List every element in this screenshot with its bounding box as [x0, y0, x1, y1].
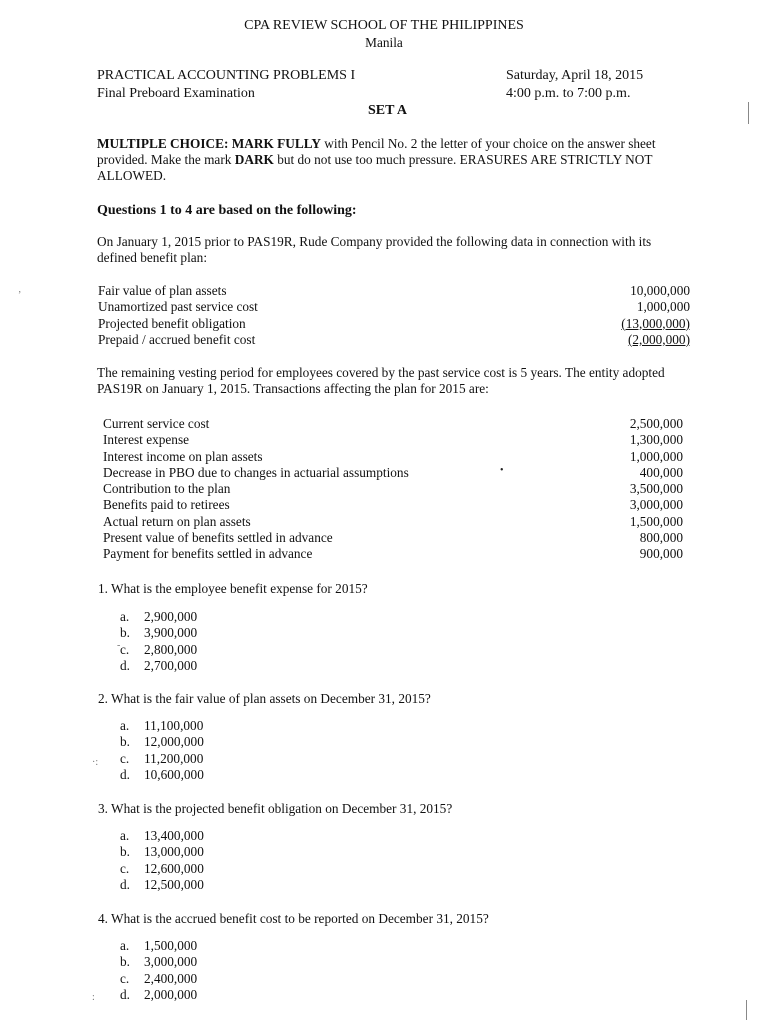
option-letter: c. — [120, 860, 130, 876]
question-3-options — [120, 828, 204, 894]
option-value: 2,800,000 — [144, 641, 198, 657]
instructions-text-1: with Pencil No. 2 the letter of your choice on the answer sheet provided. Make the mark — [97, 136, 656, 167]
row-amount: 1,000,000 — [636, 299, 690, 315]
option-c[interactable] — [120, 642, 197, 658]
scan-edge-line — [746, 1000, 747, 1020]
row-label: Interest expense — [103, 432, 190, 448]
option-value: 3,900,000 — [144, 625, 198, 641]
option-value: 3,000,000 — [144, 954, 198, 970]
row-amount: 10,000,000 — [630, 283, 690, 298]
option-letter: b. — [120, 844, 130, 860]
table-row — [103, 497, 683, 513]
option-letter: d. — [120, 658, 130, 674]
option-b[interactable] — [120, 844, 204, 860]
option-value: 2,900,000 — [144, 609, 198, 624]
row-label: Unamortized past service cost — [98, 299, 258, 315]
scan-speck: : — [92, 992, 95, 1003]
option-c[interactable] — [120, 861, 204, 877]
intro-paragraph: On January 1, 2015 prior to PAS19R, Rude Company provided the following data in connection with its defined benefit plan: — [97, 234, 652, 265]
option-a[interactable] — [120, 609, 197, 625]
option-letter: c. — [120, 970, 130, 986]
option-d[interactable] — [120, 987, 197, 1003]
scan-speck: ʼ — [18, 290, 22, 301]
table-row — [103, 449, 683, 465]
row-label: Prepaid / accrued benefit cost — [98, 331, 256, 347]
option-value: 12,000,000 — [144, 734, 204, 750]
option-b[interactable] — [120, 734, 204, 750]
table-row — [103, 530, 683, 546]
row-amount: (2,000,000) — [627, 331, 690, 347]
section-heading: Questions 1 to 4 are based on the following: — [97, 203, 357, 218]
option-letter: b. — [120, 734, 130, 750]
school-city: Manila — [365, 35, 403, 50]
row-label: Current service cost — [103, 416, 210, 431]
scan-speck: • — [500, 465, 504, 476]
exam-title: Final Preboard Examination — [97, 86, 255, 101]
instructions-lead: MULTIPLE CHOICE: MARK FULLY — [97, 136, 321, 151]
option-a[interactable] — [120, 938, 197, 954]
row-amount: 1,500,000 — [629, 513, 683, 529]
row-amount: 2,500,000 — [629, 416, 683, 431]
option-letter: a. — [120, 938, 130, 953]
question-1: 1. What is the employee benefit expense for 2015? — [98, 581, 368, 596]
table-row — [103, 465, 683, 481]
option-value: 12,500,000 — [144, 877, 204, 893]
option-letter: a. — [120, 828, 130, 843]
row-amount: 1,000,000 — [629, 448, 683, 464]
row-label: Contribution to the plan — [103, 481, 231, 497]
option-value: 1,500,000 — [144, 938, 198, 953]
option-value: 13,400,000 — [144, 828, 204, 843]
row-label: Projected benefit obligation — [98, 315, 246, 331]
row-label: Interest income on plan assets — [103, 448, 263, 464]
transactions-paragraph: The remaining vesting period for employees covered by the past service cost is 5 years. The entity adopted PAS19R on January 1, 2015. Transactions affecting the plan for 2015 are: — [97, 365, 665, 396]
option-letter: a. — [120, 718, 130, 733]
option-letter: d. — [120, 767, 130, 783]
question-1-options — [120, 609, 197, 675]
option-a[interactable] — [120, 828, 204, 844]
option-c[interactable] — [120, 971, 197, 987]
row-label: Fair value of plan assets — [98, 283, 227, 298]
option-b[interactable] — [120, 954, 197, 970]
table-row — [98, 316, 690, 332]
table-row — [103, 481, 683, 497]
exam-set: SET A — [368, 103, 408, 118]
instructions-dark: DARK — [234, 152, 274, 167]
row-amount: 400,000 — [639, 464, 683, 480]
instructions — [97, 136, 689, 184]
opening-balances-table — [98, 283, 690, 348]
scan-speck: - — [117, 640, 121, 651]
row-amount: 800,000 — [639, 530, 683, 546]
option-value: 11,200,000 — [144, 750, 204, 766]
question-2: 2. What is the fair value of plan assets on December 31, 2015? — [98, 691, 431, 706]
option-letter: a. — [120, 609, 130, 624]
question-4-options — [120, 938, 197, 1004]
option-value: 12,600,000 — [144, 860, 204, 876]
row-amount: (13,000,000) — [621, 315, 690, 331]
row-amount: 900,000 — [639, 546, 683, 562]
table-row — [103, 432, 683, 448]
row-amount: 3,000,000 — [629, 497, 683, 513]
option-letter: b. — [120, 954, 130, 970]
option-d[interactable] — [120, 877, 204, 893]
table-row — [103, 514, 683, 530]
exam-date: Saturday, April 18, 2015 — [506, 68, 644, 83]
table-row — [98, 299, 690, 315]
scan-edge-line — [748, 102, 749, 124]
option-letter: d. — [120, 877, 130, 893]
school-title: CPA REVIEW SCHOOL OF THE PHILIPPINES — [244, 18, 524, 33]
option-value: 13,000,000 — [144, 844, 204, 860]
option-value: 10,600,000 — [144, 767, 204, 783]
subject-title: PRACTICAL ACCOUNTING PROBLEMS I — [97, 68, 356, 83]
table-row — [103, 416, 683, 432]
row-label: Decrease in PBO due to changes in actuarial assumptions — [103, 464, 409, 480]
table-row — [98, 283, 690, 299]
question-3: 3. What is the projected benefit obligation on December 31, 2015? — [98, 801, 453, 816]
row-label: Present value of benefits settled in advance — [103, 530, 333, 546]
option-a[interactable] — [120, 718, 204, 734]
row-label: Payment for benefits settled in advance — [103, 546, 313, 562]
option-value: 2,000,000 — [144, 987, 198, 1003]
question-2-options — [120, 718, 204, 784]
option-letter: c. — [120, 641, 130, 657]
option-value: 2,700,000 — [144, 658, 198, 674]
table-row — [103, 546, 683, 562]
row-amount: 3,500,000 — [629, 481, 683, 497]
scan-speck: ·: — [92, 757, 99, 768]
option-c[interactable] — [120, 751, 204, 767]
option-letter: b. — [120, 625, 130, 641]
option-value: 2,400,000 — [144, 970, 198, 986]
option-value: 11,100,000 — [144, 718, 204, 733]
row-amount: 1,300,000 — [629, 432, 683, 448]
option-letter: c. — [120, 750, 130, 766]
table-row — [98, 332, 690, 348]
option-letter: d. — [120, 987, 130, 1003]
row-label: Benefits paid to retirees — [103, 497, 230, 513]
question-4: 4. What is the accrued benefit cost to be reported on December 31, 2015? — [98, 911, 489, 926]
row-label: Actual return on plan assets — [103, 513, 251, 529]
option-b[interactable] — [120, 625, 197, 641]
option-d[interactable] — [120, 658, 197, 674]
instructions-text-2: but do not use too much pressure. ERASURES ARE STRICTLY NOT ALLOWED. — [97, 152, 653, 183]
exam-time: 4:00 p.m. to 7:00 p.m. — [506, 86, 631, 101]
transactions-table — [103, 416, 683, 563]
option-d[interactable] — [120, 767, 204, 783]
